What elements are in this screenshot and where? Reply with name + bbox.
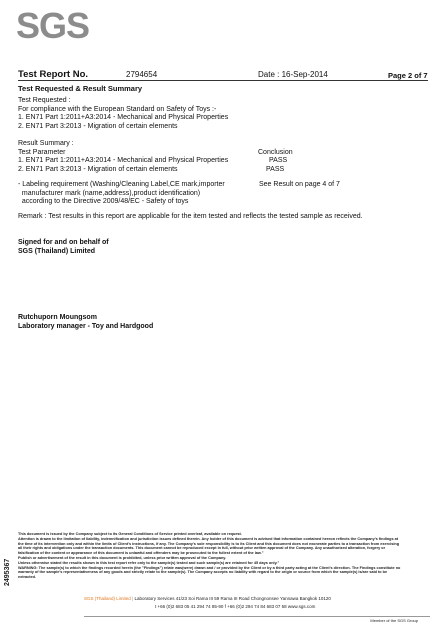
summary-row-param: 1. EN71 Part 1:2011+A3:2014 - Mechanical and Physical Properties <box>18 157 229 164</box>
document-side-id: 2495367 <box>4 558 11 586</box>
signed-line1: Signed for and on behalf of <box>18 239 109 246</box>
footer-divider <box>84 616 430 617</box>
legal-line: Attention is drawn to the limitation of liability, indemnification and jurisdiction issues defined therein. Any holder of this document is advised that information contained hereon reflects the Company's findings at <box>18 536 398 541</box>
signatory-title: Laboratory manager - Toy and Hardgood <box>18 323 154 330</box>
legal-line: warranty of the sample's representativeness of any goods and strictly relate to the sample(s). The Company accepts no liability with regard to the origin or source from which the sample(s) is/are said to be <box>18 570 388 575</box>
labeling-line: manufacturer mark (name,address),product identification) <box>18 189 201 197</box>
report-date: Date : 16-Sep-2014 <box>258 70 328 79</box>
footer-address: Laboratory Services 41/23 Soi Rama III 59 Rama III Road Chongnonsee Yannawa Bangkok 10120 <box>134 596 331 601</box>
labeling-line: according to the Directive 2009/48/EC - Safety of toys <box>18 198 189 205</box>
header-divider <box>18 80 428 81</box>
page-indicator: Page 2 of 7 <box>388 71 428 80</box>
requested-intro: For compliance with the European Standard on Safety of Toys :- <box>18 105 217 113</box>
legal-disclaimer <box>18 532 430 580</box>
requested-title: Test Requested : <box>18 97 71 104</box>
footer-brand: SGS (Thailand) Limited <box>84 596 131 601</box>
legal-line: falsification of the content or appearance of this document is unlawful and offenders may be prosecuted to the fullest extent of the law." <box>18 551 264 556</box>
requested-item: 1. EN71 Part 1:2011+A3:2014 - Mechanical and Physical Properties <box>18 114 229 121</box>
footer-contact: SGS (Thailand) Limited | Laboratory Services 41/23 Soi Rama III 59 Rama III Road Chongnonsee Yannawa Bangkok 10120 t +66 (0)2 683 05 41 294 74 85-90 f +66 (0)2 294 74 84 683 07 58 www.sgs.com <box>84 596 331 609</box>
summary-col-param: Test Parameter <box>18 148 66 156</box>
legal-line: Publish or advertisement of the result in this document is prohibited, unless prior written approval of the Company. <box>18 555 227 560</box>
requested-item: 2. EN71 Part 3:2013 - Migration of certain elements <box>18 122 178 130</box>
labeling-line: - Labeling requirement (Washing/Cleaning Label,CE mark,importer <box>18 181 225 188</box>
summary-row-param: 2. EN71 Part 3:2013 - Migration of certain elements <box>18 165 178 173</box>
report-label: Test Report No. <box>18 69 89 80</box>
legal-line: the time of its intervention only and within the limits of Client's instructions, if any. The Company's sole responsibility is to its Client and this document does not exonerate parties to a transaction from exercising <box>18 541 400 546</box>
legal-line: This document is issued by the Company subject to its General Conditions of Service printed overleaf, available on request. <box>18 532 242 536</box>
summary-row-conclusion: PASS <box>266 165 285 173</box>
remark: Remark : Test results in this report are applicable for the item tested and reflects the tested sample as received. <box>18 213 363 220</box>
legal-line: all their rights and obligations under the transaction documents. This document cannot be reproduced except in full, without prior written approval of the Company. Any unauthorized alteration, forgery or <box>18 546 386 551</box>
summary-title: Result Summary : <box>18 140 74 147</box>
section-title: Test Requested & Result Summary <box>18 84 143 93</box>
signed-company: SGS (Thailand) Limited <box>18 248 96 255</box>
member-of-group: Member of the SGS Group <box>370 618 418 623</box>
sgs-logo: SGS <box>16 5 90 46</box>
signatory-name: Rutchuporn Moungsom <box>18 314 97 321</box>
legal-line: WARNING: The sample(s) to which the findings recorded herein (the "Findings") relate was(were) drawn and / or provided by the Client or by a third party acting at the Client's direction. The Findings constitute no <box>18 565 401 570</box>
footer-phone: t +66 (0)2 683 05 41 294 74 85-90 f +66 (0)2 294 74 84 683 07 58 www.sgs.com <box>155 604 316 609</box>
labeling-result: See Result on page 4 of 7 <box>259 181 340 188</box>
summary-col-conclusion: Conclusion <box>258 148 293 156</box>
summary-row-conclusion: PASS <box>269 157 288 164</box>
legal-line: extracted. <box>18 575 36 580</box>
legal-line: Unless otherwise stated the results shown in this test report refer only to the sample(s) tested and such sample(s) are retained for 45 days only." <box>18 560 280 565</box>
report-number: 2794654 <box>126 70 158 79</box>
